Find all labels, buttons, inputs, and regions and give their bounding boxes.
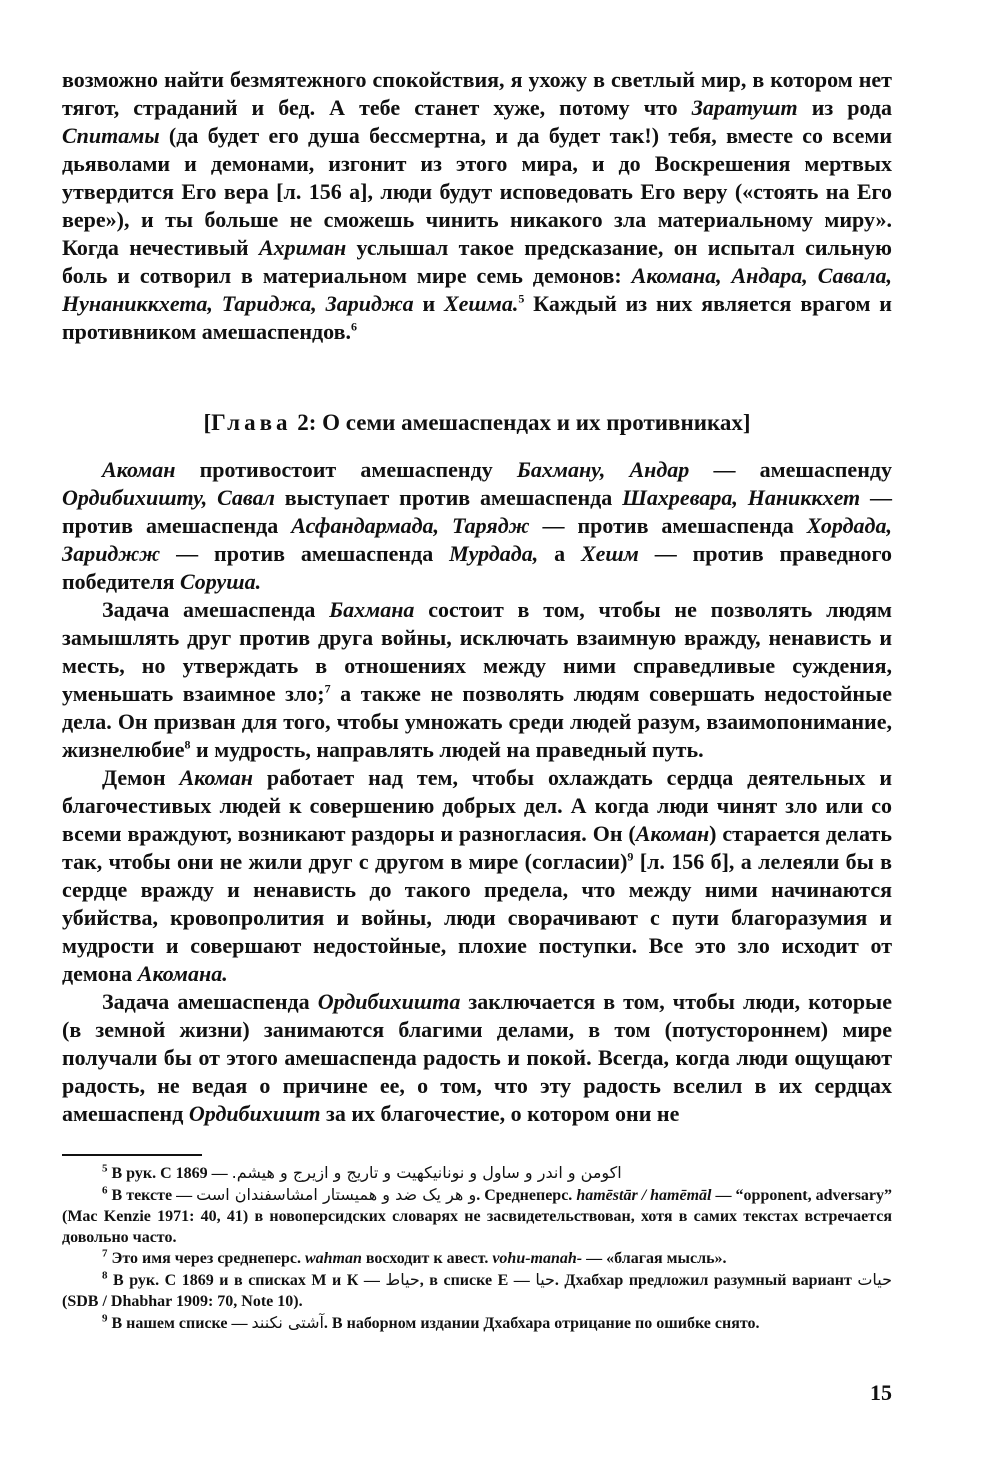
footnote-number: 8 [102, 1269, 108, 1282]
arabic-text: و هر یک ضد و همیستار امشاسفندان است [196, 1185, 477, 1204]
chapter-word: Глава [211, 410, 292, 435]
arabic-text: حیاط [385, 1270, 420, 1289]
text: — «благая мысль». [582, 1250, 727, 1267]
name-italic: Хешм [580, 541, 639, 566]
page-body [62, 66, 892, 1334]
text: — против амешаспенда [160, 541, 450, 566]
name-italic: Мурдада, [449, 541, 539, 566]
text: из рода [797, 95, 893, 120]
text: Демон [102, 765, 180, 790]
text: Это имя через среднеперс. [107, 1250, 305, 1267]
name-italic: Заратушт [691, 95, 798, 120]
transliteration: vohu-manah- [492, 1250, 583, 1267]
text: В рук. С 1869 и в списках М и К — [107, 1272, 386, 1289]
name-italic: Акомана. [137, 961, 228, 986]
name-italic: Спитамы [62, 123, 160, 148]
name-italic: Ахриман [258, 235, 347, 260]
paragraph-2 [62, 456, 892, 596]
text: Каждый из них является врагом и противником амешаспендов. [62, 291, 892, 344]
name-italic: Ордибихишта [317, 989, 461, 1014]
footnote-ref-7[interactable]: 7 [324, 681, 331, 696]
footnote-ref-8[interactable]: 8 [184, 737, 191, 752]
text: за их благочестие, о котором они не [320, 1101, 680, 1126]
text: заключается в том, чтобы люди, которые (в земной жизни) занимаются благими делами, в том (потустороннем) мире получали бы от этого амешаспенда радость и покой. Всегда, когда люди ощущают радость, не ведая о причине ее, о том, что эту радость вселил в их сердцах амешаспенд [62, 989, 892, 1126]
arabic-text: حیات [857, 1270, 893, 1289]
text: и мудрость, направлять людей на праведный путь. [190, 737, 704, 762]
text: В рук. С 1869 — [107, 1165, 232, 1182]
text: — против амешаспенда [529, 513, 807, 538]
text: . В наборном издании Дхабхара отрицание по ошибке снято. [323, 1315, 760, 1332]
paragraph-5 [62, 988, 892, 1128]
page-number: 15 [870, 1380, 892, 1405]
footnote-ref-6[interactable]: 6 [350, 319, 357, 334]
text: В нашем списке — [107, 1315, 252, 1332]
chapter-heading [62, 408, 892, 438]
arabic-text: اکومن و اندر و ساول و نونانیکهیت و تاریج و ازیرج و هیشم. [231, 1163, 622, 1182]
bracket: [ [203, 410, 212, 435]
text: — против праведного победителя [62, 541, 892, 594]
paragraph-4 [62, 764, 892, 988]
name-italic: Акоман [179, 765, 253, 790]
footnote-7 [62, 1248, 892, 1269]
paragraph-3 [62, 596, 892, 764]
text: услышал такое предсказание, он испытал сильную боль и сотворил в материальном мире семь демонов: [62, 235, 892, 288]
name-italic: Хордада, Зариджж [62, 513, 892, 566]
paragraph-1 [62, 66, 892, 346]
text: противостоит амешаспенду [175, 457, 517, 482]
text: В тексте — [107, 1187, 197, 1204]
text: — амешаспенду [689, 457, 892, 482]
footnote-number: 5 [102, 1162, 108, 1175]
text: . Среднеперс. [476, 1187, 577, 1204]
name-italic: Ордибихишт [188, 1101, 321, 1126]
text: а [538, 541, 581, 566]
arabic-text: آشتی نکنند [251, 1313, 324, 1332]
text: а также не позволять людям совершать недостойные дела. Он призван для того, чтобы умножать среди людей разум, взаимопонимание, жизнелюбие [62, 681, 893, 762]
footnote-6 [62, 1184, 892, 1248]
name-italic: Асфандармада, Тарядж [291, 513, 530, 538]
name-italic: Акоман [102, 457, 176, 482]
text: — “opponent, adversary” (Mac Kenzie 1971: 40, 41) в новоперсидских словарях не засвидетельствован, хотя в самих текстах встречается довольно часто. [62, 1187, 893, 1246]
text: [л. 156 б], а лелеяли бы в сердце вражду и ненависть до такого предела, что между ними начинаются убийства, кровопролития и войны, люди сворачивают с пути благоразумия и мудрости и совершают недостойные, плохие поступки. Все это зло исходит от демона [62, 849, 892, 986]
chapter-title: 2: О семи амешаспендах и их противниках] [291, 410, 751, 435]
name-italic: Бахмана [329, 597, 415, 622]
text: Задача амешаспенда [102, 597, 330, 622]
text: (да будет его душа бессмертна, и да будет так!) тебя, вместе со всеми дьяволами и демонами, изгонит из этого мира, и до Воскрешения мертвых утвердится Его вера [л. 156 а], люди будут исповедовать Его веру («стоять на Его вере»), и ты больше не сможешь чинить никакого зла материальному миру». Когда нечестивый [62, 123, 892, 260]
text: ) старается делать так, чтобы они не жили друг с другом в мире (согласии) [62, 821, 892, 874]
name-italic: Бахману, Андар [516, 457, 690, 482]
name-italic: Хешма. [443, 291, 519, 316]
footnote-divider [62, 1154, 202, 1156]
footnote-number: 7 [102, 1247, 108, 1260]
transliteration: hamēstār / hamēmāl [576, 1187, 712, 1204]
text: и [413, 291, 444, 316]
transliteration: wahman [304, 1250, 362, 1267]
arabic-text: حیا [535, 1270, 555, 1289]
name-italic: Шахревара, Наниккхет [622, 485, 861, 510]
name-italic: Ордибихишту, Савал [62, 485, 275, 510]
text: Задача амешаспенда [102, 989, 318, 1014]
text: возможно найти безмятежного спокойствия, я ухожу в светлый мир, в котором нет тягот, страданий и бед. А тебе станет хуже, потому что [62, 67, 892, 120]
text: выступает против амешаспенда [274, 485, 623, 510]
footnote-9 [62, 1312, 892, 1334]
footnote-number: 6 [102, 1184, 108, 1197]
text: восходит к авест. [361, 1250, 493, 1267]
name-italic: Акоман [635, 821, 710, 846]
text: . Дхабхар предложил разумный вариант [554, 1272, 858, 1289]
name-italic: Акомана, Андара, Савала, Нунаниккхета, Тариджа, Зариджа [62, 263, 893, 316]
footnote-5 [62, 1162, 892, 1184]
text: , в списке Е — [419, 1272, 536, 1289]
footnote-8 [62, 1269, 892, 1312]
text: работает над тем, чтобы охлаждать сердца деятельных и благочестивых людей к совершению добрых дел. А когда люди чинят зло или со всеми враждуют, возникают раздоры и разногласия. Он ( [62, 765, 892, 846]
footnote-number: 9 [102, 1312, 108, 1325]
text: состоит в том, чтобы не позволять людям замышлять друг против друга войны, исключать взаимную вражду, ненависть и месть, но утверждать в отношениях между ними справедливые суждения, уменьшать взаимное зло; [62, 597, 892, 706]
footnote-ref-9[interactable]: 9 [627, 849, 634, 864]
name-italic: Соруша. [179, 569, 262, 594]
footnote-ref-5[interactable]: 5 [518, 291, 525, 306]
text: (SDB / Dhabhar 1909: 70, Note 10). [62, 1293, 303, 1310]
text: — против амешаспенда [62, 485, 893, 538]
